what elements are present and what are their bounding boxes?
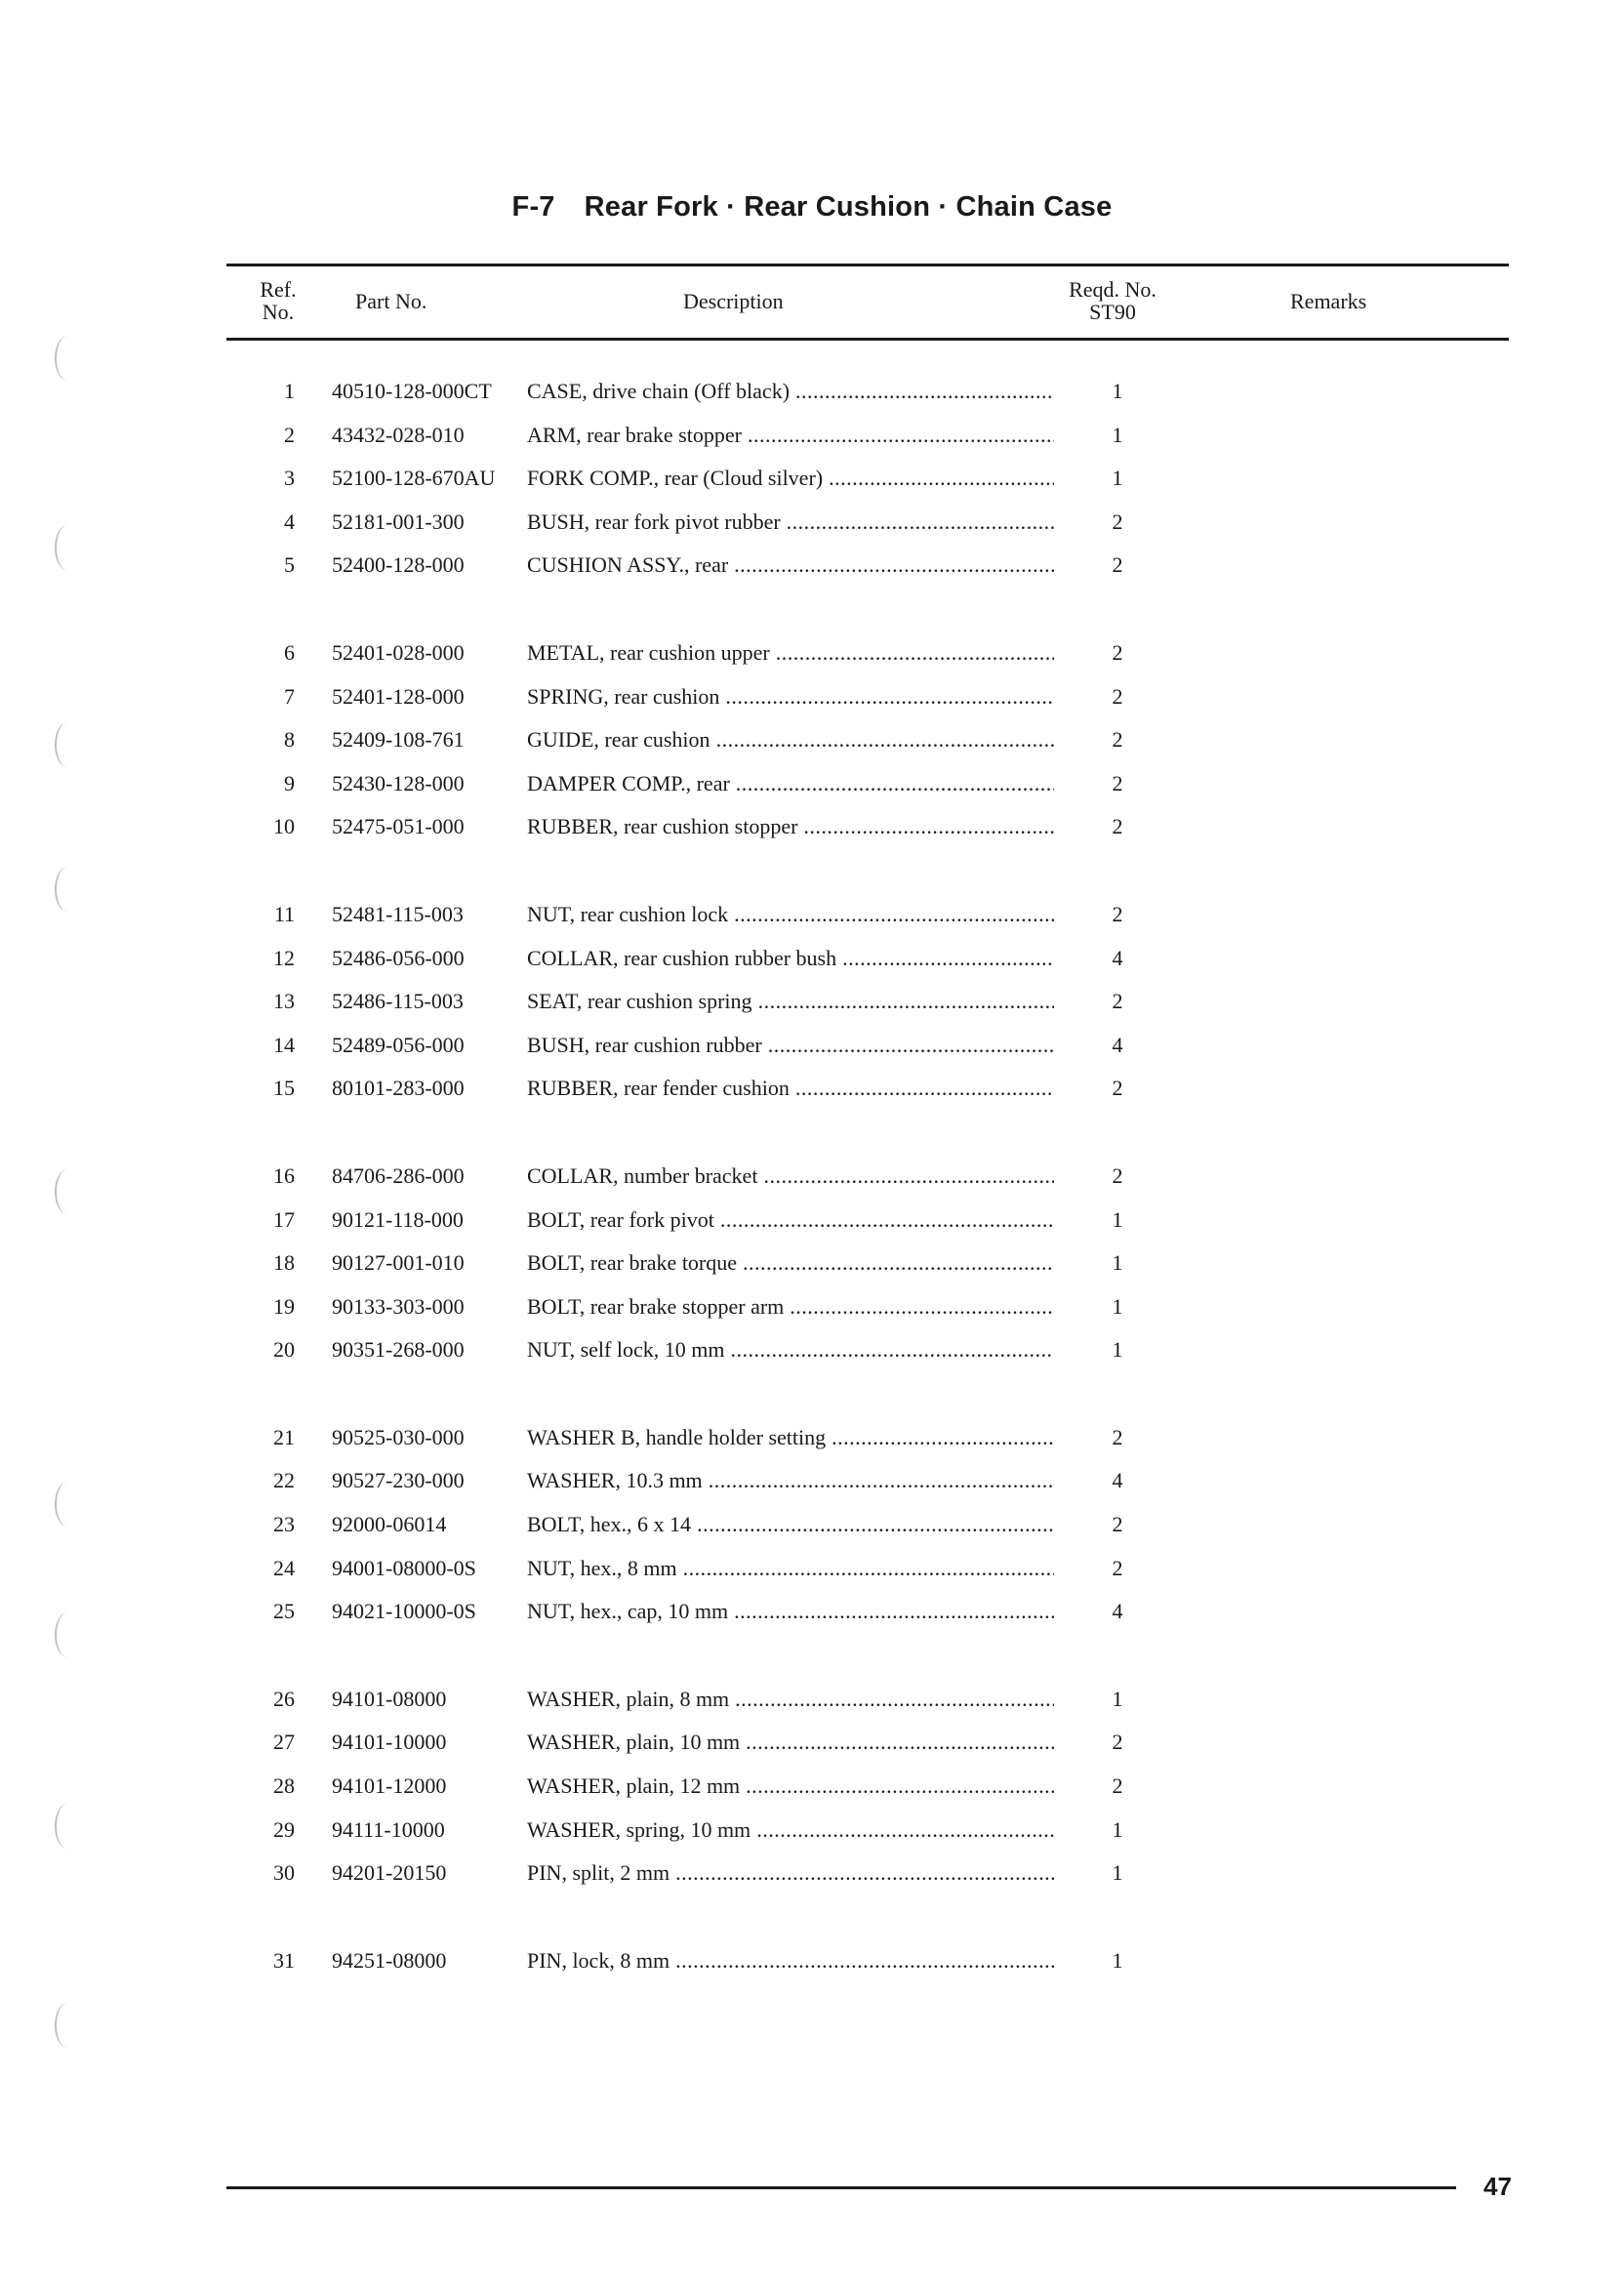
ref-number: 1: [284, 379, 295, 403]
required-quantity: 2: [1112, 901, 1123, 926]
part-number: 94201-20150: [332, 1860, 447, 1886]
ref-number: 26: [273, 1686, 295, 1711]
ref-number: 9: [284, 770, 295, 795]
required-quantity: 2: [1112, 1076, 1123, 1101]
ref-number: 3: [284, 466, 295, 491]
table-row: [0, 938, 1624, 982]
part-number: 52181-001-300: [332, 509, 465, 534]
part-number: 90525-030-000: [332, 1424, 465, 1449]
part-number: 90133-303-000: [332, 1293, 465, 1319]
required-quantity: 2: [1112, 1512, 1123, 1537]
ref-number: 19: [273, 1293, 295, 1319]
part-number: 90127-001-010: [332, 1250, 465, 1276]
required-quantity: 1: [1112, 1206, 1123, 1232]
parts-group: [0, 894, 1624, 1112]
ref-number: 30: [273, 1860, 295, 1886]
required-quantity: 2: [1112, 639, 1123, 665]
ref-number: 5: [284, 552, 295, 578]
part-description: SPRING, rear cushion .....: [527, 684, 1054, 710]
part-description: SEAT, rear cushion spring .....: [527, 989, 1054, 1014]
part-number: 52400-128-000: [332, 552, 465, 578]
table-row: [0, 1810, 1624, 1854]
part-number: 94101-08000: [332, 1686, 447, 1711]
part-description: BOLT, rear brake stopper arm .....: [527, 1294, 1054, 1320]
part-description: WASHER, plain, 8 mm .....: [527, 1687, 1054, 1712]
part-description: BOLT, rear brake torque .....: [527, 1250, 1054, 1276]
part-description: NUT, rear cushion lock .....: [527, 902, 1054, 927]
part-number: 52401-028-000: [332, 639, 465, 665]
part-description: BUSH, rear fork pivot rubber .....: [527, 509, 1054, 535]
ref-number: 6: [284, 639, 295, 665]
binder-hole-mark: [55, 1612, 80, 1657]
table-row: [0, 806, 1624, 850]
ref-number: 20: [273, 1337, 295, 1363]
part-number: 92000-06014: [332, 1512, 447, 1537]
part-number: 52489-056-000: [332, 1032, 465, 1057]
required-quantity: 1: [1112, 1337, 1123, 1363]
part-number: 94001-08000-0S: [332, 1555, 476, 1580]
required-quantity: 1: [1112, 1860, 1123, 1886]
part-number: 52486-115-003: [332, 989, 464, 1014]
part-number: 94251-08000: [332, 1947, 447, 1973]
column-header-remarks: Remarks: [1290, 289, 1367, 313]
table-row: [0, 1460, 1624, 1504]
required-quantity: 4: [1112, 1599, 1123, 1624]
part-description: CASE, drive chain (Off black) .....: [527, 379, 1054, 404]
required-quantity: 4: [1112, 1032, 1123, 1057]
header-bottom-rule: [226, 338, 1509, 341]
part-description: BOLT, hex., 6 x 14 .....: [527, 1512, 1054, 1537]
part-description: GUIDE, rear cushion .....: [527, 727, 1054, 753]
part-description: WASHER, plain, 12 mm .....: [527, 1773, 1054, 1799]
part-description: RUBBER, rear cushion stopper .....: [527, 814, 1054, 839]
binder-hole-mark: [55, 867, 80, 912]
part-number: 80101-283-000: [332, 1076, 465, 1101]
ref-number: 7: [284, 683, 295, 709]
ref-number: 13: [273, 989, 295, 1014]
reqd-label-line2: ST90: [1089, 300, 1136, 324]
part-description: BUSH, rear cushion rubber .....: [527, 1033, 1054, 1058]
ref-number: 22: [273, 1468, 295, 1493]
table-row: [0, 415, 1624, 459]
required-quantity: 1: [1112, 422, 1123, 447]
table-header: [0, 278, 1624, 337]
table-row: [0, 1329, 1624, 1373]
part-description: CUSHION ASSY., rear .....: [527, 552, 1054, 578]
part-number: 52475-051-000: [332, 814, 465, 839]
ref-number: 4: [284, 509, 295, 534]
section-title: Rear Fork · Rear Cushion · Chain Case: [584, 191, 1113, 223]
part-description: WASHER, 10.3 mm .....: [527, 1468, 1054, 1493]
column-header-ref: [252, 278, 304, 323]
binder-hole-mark: [55, 525, 80, 570]
part-description: FORK COMP., rear (Cloud silver) .....: [527, 466, 1054, 491]
column-header-description: Description: [683, 289, 784, 313]
required-quantity: 1: [1112, 1293, 1123, 1319]
ref-number: 25: [273, 1599, 295, 1624]
table-row: [0, 676, 1624, 720]
table-row: [0, 545, 1624, 589]
ref-number: 29: [273, 1816, 295, 1842]
required-quantity: 2: [1112, 1555, 1123, 1580]
required-quantity: 1: [1112, 1250, 1123, 1276]
column-header-part-no: Part No.: [355, 289, 427, 313]
ref-label-line1: Ref.: [260, 277, 297, 302]
binder-hole-mark: [55, 722, 80, 767]
part-description: NUT, hex., cap, 10 mm .....: [527, 1599, 1054, 1624]
part-description: BOLT, rear fork pivot .....: [527, 1207, 1054, 1233]
table-row: [0, 1417, 1624, 1461]
table-row: [0, 458, 1624, 502]
required-quantity: 1: [1112, 1816, 1123, 1842]
binder-hole-mark: [55, 1804, 80, 1849]
required-quantity: 2: [1112, 1730, 1123, 1755]
part-number: 52481-115-003: [332, 901, 464, 926]
part-number: 90527-230-000: [332, 1468, 465, 1493]
ref-number: 17: [273, 1206, 295, 1232]
table-row: [0, 502, 1624, 546]
ref-number: 31: [273, 1947, 295, 1973]
column-header-reqd-no: [1044, 278, 1181, 323]
part-description: WASHER B, handle holder setting .....: [527, 1425, 1054, 1450]
part-description: METAL, rear cushion upper .....: [527, 640, 1054, 666]
table-row: [0, 1068, 1624, 1112]
part-description: PIN, split, 2 mm .....: [527, 1860, 1054, 1886]
part-number: 94101-12000: [332, 1773, 447, 1799]
part-number: 52486-056-000: [332, 945, 465, 970]
table-row: [0, 632, 1624, 676]
part-number: 94021-10000-0S: [332, 1599, 476, 1624]
table-row: [0, 719, 1624, 763]
required-quantity: 2: [1112, 1162, 1123, 1188]
part-description: COLLAR, number bracket .....: [527, 1163, 1054, 1189]
section-code: F-7: [511, 191, 555, 223]
page-title: [0, 191, 1624, 224]
part-number: 94111-10000: [332, 1816, 445, 1842]
part-number: 94101-10000: [332, 1730, 447, 1755]
ref-number: 10: [273, 814, 295, 839]
table-row: [0, 1722, 1624, 1766]
ref-number: 27: [273, 1730, 295, 1755]
required-quantity: 2: [1112, 770, 1123, 795]
part-number: 52401-128-000: [332, 683, 465, 709]
table-row: [0, 1286, 1624, 1330]
part-description: COLLAR, rear cushion rubber bush .....: [527, 946, 1054, 971]
table-row: [0, 371, 1624, 415]
table-row: [0, 1853, 1624, 1896]
reqd-label-line1: Reqd. No.: [1069, 277, 1157, 302]
required-quantity: 2: [1112, 552, 1123, 578]
table-row: [0, 1025, 1624, 1069]
part-description: WASHER, plain, 10 mm .....: [527, 1730, 1054, 1755]
required-quantity: 1: [1112, 1947, 1123, 1973]
ref-number: 8: [284, 727, 295, 753]
part-number: 90121-118-000: [332, 1206, 464, 1232]
parts-group: [0, 1940, 1624, 1984]
ref-number: 12: [273, 945, 295, 970]
table-row: [0, 981, 1624, 1025]
part-description: DAMPER COMP., rear .....: [527, 771, 1054, 796]
part-description: ARM, rear brake stopper .....: [527, 423, 1054, 448]
binder-hole-mark: [55, 336, 80, 381]
required-quantity: 2: [1112, 1424, 1123, 1449]
table-row: [0, 1200, 1624, 1243]
table-row: [0, 1679, 1624, 1723]
required-quantity: 2: [1112, 814, 1123, 839]
ref-number: 15: [273, 1076, 295, 1101]
binder-hole-mark: [55, 2003, 80, 2048]
required-quantity: 1: [1112, 1686, 1123, 1711]
part-number: 52100-128-670AU: [332, 466, 496, 491]
table-row: [0, 1243, 1624, 1286]
table-row: [0, 1504, 1624, 1548]
ref-number: 21: [273, 1424, 295, 1449]
ref-number: 23: [273, 1512, 295, 1537]
parts-group: [0, 1679, 1624, 1896]
ref-number: 16: [273, 1162, 295, 1188]
parts-group: [0, 371, 1624, 589]
table-row: [0, 1591, 1624, 1635]
part-number: 40510-128-000CT: [332, 379, 492, 403]
part-description: RUBBER, rear fender cushion .....: [527, 1076, 1054, 1101]
part-number: 90351-268-000: [332, 1337, 465, 1363]
part-number: 52430-128-000: [332, 770, 465, 795]
parts-group: [0, 632, 1624, 850]
part-description: WASHER, spring, 10 mm .....: [527, 1817, 1054, 1843]
ref-label-line2: No.: [262, 300, 295, 324]
required-quantity: 2: [1112, 1773, 1123, 1799]
part-number: 43432-028-010: [332, 422, 465, 447]
part-number: 84706-286-000: [332, 1162, 465, 1188]
part-description: PIN, lock, 8 mm .....: [527, 1948, 1054, 1974]
required-quantity: 4: [1112, 945, 1123, 970]
required-quantity: 4: [1112, 1468, 1123, 1493]
required-quantity: 1: [1112, 379, 1123, 403]
required-quantity: 2: [1112, 683, 1123, 709]
part-description: NUT, hex., 8 mm .....: [527, 1556, 1054, 1581]
table-row: [0, 1766, 1624, 1810]
required-quantity: 2: [1112, 989, 1123, 1014]
parts-group: [0, 1156, 1624, 1373]
part-description: NUT, self lock, 10 mm .....: [527, 1337, 1054, 1363]
page-number: 47: [1483, 2172, 1512, 2201]
table-row: [0, 894, 1624, 938]
table-row: [0, 1940, 1624, 1984]
part-number: 52409-108-761: [332, 727, 465, 753]
ref-number: 2: [284, 422, 295, 447]
ref-number: 18: [273, 1250, 295, 1276]
required-quantity: 2: [1112, 727, 1123, 753]
parts-group: [0, 1417, 1624, 1635]
table-row: [0, 1548, 1624, 1592]
table-row: [0, 763, 1624, 807]
ref-number: 14: [273, 1032, 295, 1057]
table-row: [0, 1156, 1624, 1200]
footer-rule: [226, 2186, 1456, 2189]
required-quantity: 1: [1112, 466, 1123, 491]
ref-number: 28: [273, 1773, 295, 1799]
parts-list: [0, 371, 1624, 2027]
ref-number: 11: [273, 901, 295, 926]
binder-hole-mark: [55, 1169, 80, 1214]
ref-number: 24: [273, 1555, 295, 1580]
header-top-rule: [226, 264, 1509, 266]
binder-hole-mark: [55, 1482, 80, 1527]
required-quantity: 2: [1112, 509, 1123, 534]
